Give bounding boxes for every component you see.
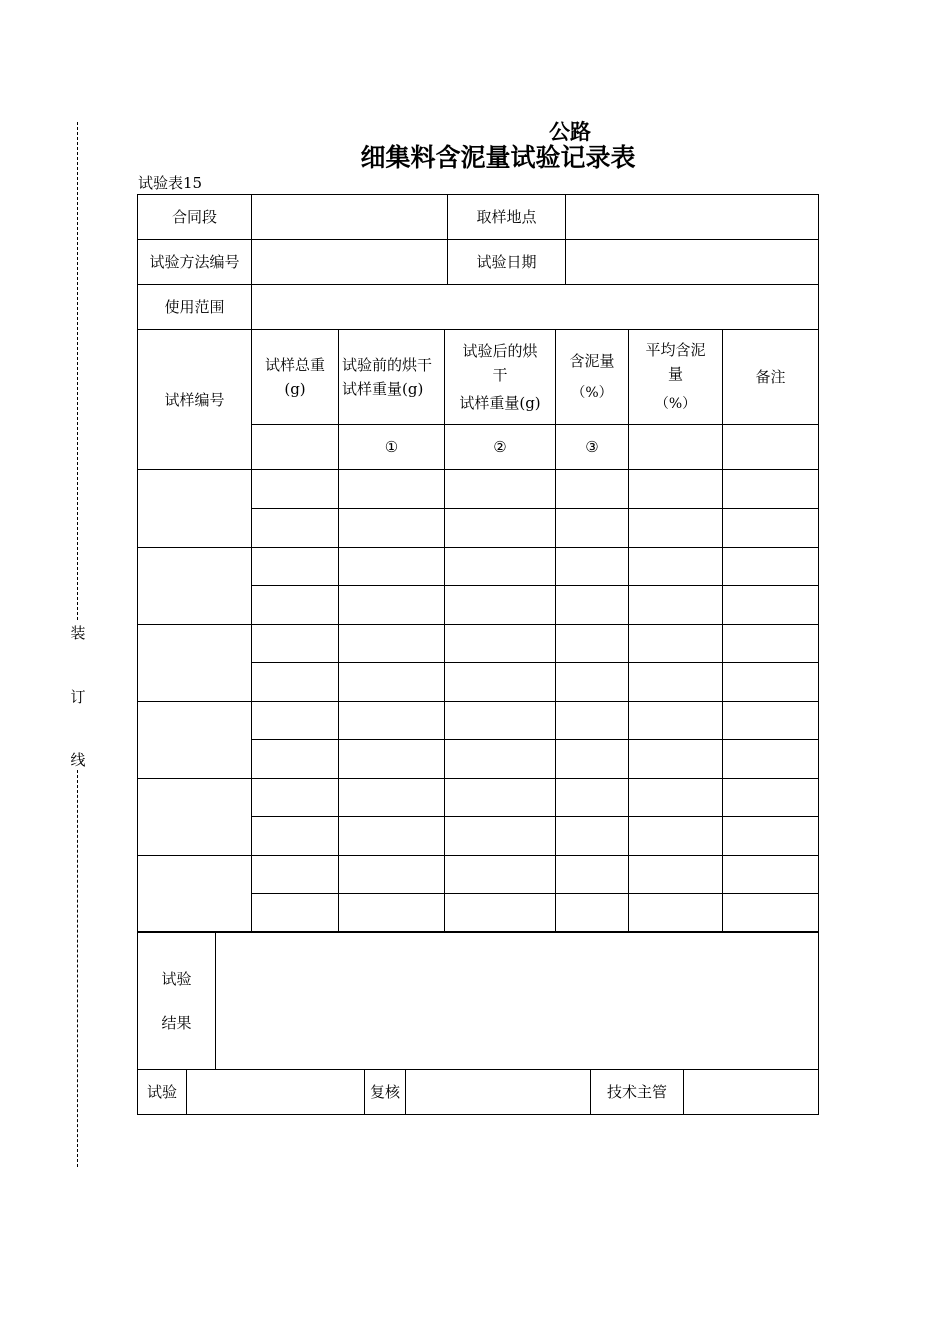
test-method-no-label: 试验方法编号 xyxy=(138,240,252,285)
dry-after-cell[interactable] xyxy=(445,470,556,509)
mud-content-cell[interactable] xyxy=(556,624,629,663)
total-weight-cell[interactable] xyxy=(252,894,339,933)
mud-content-header-line2: （%） xyxy=(571,385,613,401)
sample-rows xyxy=(138,470,819,933)
avg-mud-cell[interactable] xyxy=(629,740,723,779)
avg-mud-cell[interactable] xyxy=(629,817,723,856)
usage-scope-label: 使用范围 xyxy=(138,285,252,330)
sample-no-cell[interactable] xyxy=(138,547,252,624)
total-weight-header-line2: (g) xyxy=(284,380,306,398)
remarks-header: 备注 xyxy=(723,330,819,425)
dry-before-cell[interactable] xyxy=(339,701,445,740)
dry-before-cell[interactable] xyxy=(339,894,445,933)
dry-before-cell[interactable] xyxy=(339,663,445,702)
total-weight-mark-cell xyxy=(252,425,339,470)
dry-after-cell[interactable] xyxy=(445,817,556,856)
remarks-cell[interactable] xyxy=(723,855,819,894)
avg-mud-cell[interactable] xyxy=(629,470,723,509)
tech-supervisor-field[interactable] xyxy=(684,1070,819,1115)
data-table xyxy=(137,329,819,933)
remarks-mark-cell xyxy=(723,425,819,470)
remarks-cell[interactable] xyxy=(723,817,819,856)
dry-before-cell[interactable] xyxy=(339,624,445,663)
dry-before-cell[interactable] xyxy=(339,509,445,548)
dry-after-cell[interactable] xyxy=(445,701,556,740)
dry-before-cell[interactable] xyxy=(339,817,445,856)
reviewer-label: 复核 xyxy=(365,1070,406,1115)
avg-mud-cell[interactable] xyxy=(629,894,723,933)
sample-no-cell[interactable] xyxy=(138,470,252,548)
dry-after-header xyxy=(445,330,556,425)
remarks-cell[interactable] xyxy=(723,663,819,702)
dry-after-header-line1: 试验后的烘 xyxy=(462,342,538,360)
avg-mud-cell[interactable] xyxy=(629,509,723,548)
avg-mud-cell[interactable] xyxy=(629,663,723,702)
total-weight-header xyxy=(252,330,339,425)
test-date-label: 试验日期 xyxy=(448,240,566,285)
dry-before-cell[interactable] xyxy=(339,778,445,817)
total-weight-cell[interactable] xyxy=(252,740,339,779)
total-weight-cell[interactable] xyxy=(252,778,339,817)
info-table xyxy=(137,194,819,330)
binding-line-bottom xyxy=(77,770,78,1167)
dry-after-cell[interactable] xyxy=(445,624,556,663)
sample-no-cell[interactable] xyxy=(138,624,252,701)
remarks-cell[interactable] xyxy=(723,894,819,933)
dry-before-cell[interactable] xyxy=(339,470,445,509)
title-superscript: 公路 xyxy=(549,120,591,144)
dry-after-header-line2: 干 xyxy=(492,366,508,384)
contract-section-label: 合同段 xyxy=(138,195,252,240)
mud-content-cell[interactable] xyxy=(556,547,629,586)
signature-table xyxy=(137,1069,819,1115)
test-method-no-field[interactable] xyxy=(252,240,448,285)
binding-char-zhuang: 装 xyxy=(70,624,86,642)
mud-content-cell[interactable] xyxy=(556,855,629,894)
total-weight-cell[interactable] xyxy=(252,470,339,509)
remarks-cell[interactable] xyxy=(723,740,819,779)
result-label-line2: 结果 xyxy=(161,1013,192,1032)
dry-after-cell[interactable] xyxy=(445,855,556,894)
table-row xyxy=(138,855,819,894)
avg-mud-header-line1: 平均含泥 xyxy=(645,341,706,359)
total-weight-cell[interactable] xyxy=(252,663,339,702)
result-label-line1: 试验 xyxy=(161,969,192,988)
dry-before-cell[interactable] xyxy=(339,855,445,894)
mud-content-cell[interactable] xyxy=(556,817,629,856)
mud-content-cell[interactable] xyxy=(556,470,629,509)
remarks-cell[interactable] xyxy=(723,778,819,817)
sample-no-cell[interactable] xyxy=(138,855,252,932)
dry-before-cell[interactable] xyxy=(339,586,445,625)
sample-no-cell[interactable] xyxy=(138,701,252,778)
dry-before-header xyxy=(339,330,445,425)
dry-after-cell[interactable] xyxy=(445,547,556,586)
mark-1: ① xyxy=(339,425,445,470)
dry-after-cell[interactable] xyxy=(445,509,556,548)
dry-before-header-line2: 试样重量(g) xyxy=(342,380,424,398)
binding-char-ding: 订 xyxy=(70,688,86,706)
form-code: 试验表15 xyxy=(138,174,203,192)
total-weight-cell[interactable] xyxy=(252,509,339,548)
sampling-location-field[interactable] xyxy=(566,195,819,240)
remarks-cell[interactable] xyxy=(723,624,819,663)
mud-content-cell[interactable] xyxy=(556,509,629,548)
avg-mud-header-line2: 量 xyxy=(667,365,683,383)
avg-mud-cell[interactable] xyxy=(629,701,723,740)
avg-mud-cell[interactable] xyxy=(629,547,723,586)
dry-after-cell[interactable] xyxy=(445,663,556,702)
remarks-cell[interactable] xyxy=(723,470,819,509)
remarks-cell[interactable] xyxy=(723,586,819,625)
remarks-cell[interactable] xyxy=(723,547,819,586)
total-weight-header-line1: 试样总重 xyxy=(264,356,325,374)
table-row xyxy=(138,547,819,586)
sample-no-cell[interactable] xyxy=(138,778,252,855)
page-title: 细集料含泥量试验记录表 xyxy=(360,143,636,172)
test-date-field[interactable] xyxy=(566,240,819,285)
avg-mud-cell[interactable] xyxy=(629,624,723,663)
binding-line-top xyxy=(77,122,78,620)
total-weight-cell[interactable] xyxy=(252,586,339,625)
sample-no-header: 试样编号 xyxy=(138,330,252,470)
mark-2: ② xyxy=(445,425,556,470)
avg-mud-cell[interactable] xyxy=(629,586,723,625)
contract-section-field[interactable] xyxy=(252,195,448,240)
table-row xyxy=(138,624,819,663)
dry-after-cell[interactable] xyxy=(445,586,556,625)
mud-content-cell[interactable] xyxy=(556,740,629,779)
avg-mud-header xyxy=(629,330,723,425)
total-weight-cell[interactable] xyxy=(252,547,339,586)
mud-content-cell[interactable] xyxy=(556,586,629,625)
result-field[interactable] xyxy=(216,932,819,1070)
binding-char-xian: 线 xyxy=(70,751,86,769)
reviewer-field[interactable] xyxy=(406,1070,591,1115)
table-row xyxy=(138,701,819,740)
mud-content-cell[interactable] xyxy=(556,778,629,817)
mud-content-header xyxy=(556,330,629,425)
mud-content-header-line1: 含泥量 xyxy=(569,352,615,370)
avg-mud-header-line3: （%） xyxy=(654,396,697,412)
tester-field[interactable] xyxy=(187,1070,365,1115)
dry-before-cell[interactable] xyxy=(339,547,445,586)
tester-label: 试验 xyxy=(138,1070,187,1115)
usage-scope-field[interactable] xyxy=(252,285,819,330)
total-weight-cell[interactable] xyxy=(252,817,339,856)
remarks-cell[interactable] xyxy=(723,509,819,548)
sampling-location-label: 取样地点 xyxy=(448,195,566,240)
dry-after-cell[interactable] xyxy=(445,778,556,817)
total-weight-cell[interactable] xyxy=(252,624,339,663)
tech-supervisor-label: 技术主管 xyxy=(591,1070,684,1115)
total-weight-cell[interactable] xyxy=(252,701,339,740)
mud-content-cell[interactable] xyxy=(556,894,629,933)
result-label xyxy=(138,932,216,1070)
avg-mud-cell[interactable] xyxy=(629,855,723,894)
mud-content-cell[interactable] xyxy=(556,663,629,702)
dry-before-header-line1: 试验前的烘干 xyxy=(342,356,433,374)
avg-mud-cell[interactable] xyxy=(629,778,723,817)
remarks-cell[interactable] xyxy=(723,701,819,740)
dry-after-cell[interactable] xyxy=(445,740,556,779)
result-table xyxy=(137,931,819,1070)
mark-3: ③ xyxy=(556,425,629,470)
table-row xyxy=(138,470,819,509)
mud-content-cell[interactable] xyxy=(556,701,629,740)
dry-after-cell[interactable] xyxy=(445,894,556,933)
dry-after-header-line3: 试样重量(g) xyxy=(459,394,541,412)
avg-mud-mark-cell xyxy=(629,425,723,470)
table-row xyxy=(138,778,819,817)
total-weight-cell[interactable] xyxy=(252,855,339,894)
dry-before-cell[interactable] xyxy=(339,740,445,779)
